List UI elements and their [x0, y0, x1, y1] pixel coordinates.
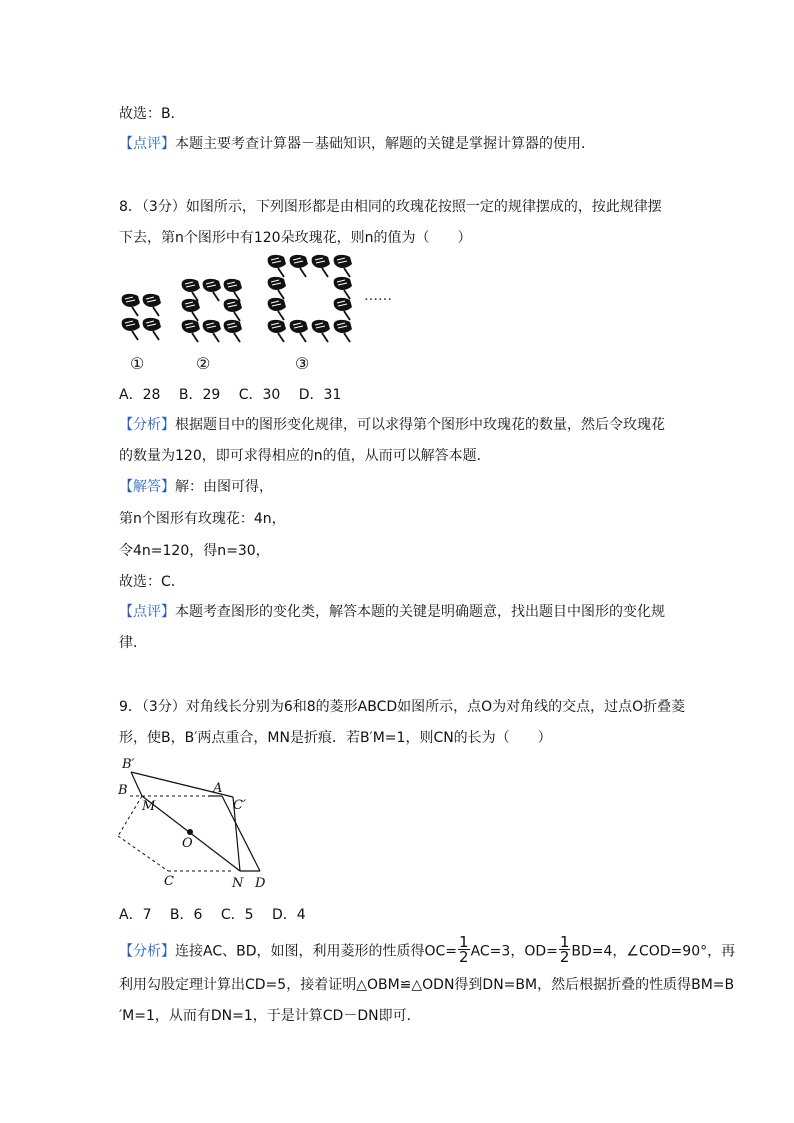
analysis-tag: 【分析】 [119, 417, 175, 433]
rose-figure-3 [268, 255, 352, 342]
question-8-options: A．28 B．29 C．30 D．31 [119, 387, 342, 403]
question-8-stem-line-1: 8．（3分）如图所示，下列图形都是由相同的玫瑰花按照一定的规律摆成的，按此规律摆 [119, 199, 662, 215]
rhombus-fold-figure [112, 752, 282, 894]
analysis-text-part: BD=4，∠COD=90°，再 [571, 943, 736, 960]
question-9-stem-line-1: 9．（3分）对角线长分别为6和8的菱形ABCD如图所示，点O为对角线的交点，过点O折叠菱 [119, 699, 686, 715]
rose-ellipsis: …… [364, 288, 392, 304]
question-8-analysis-line-1 [119, 415, 665, 435]
rose-figure-1 [122, 294, 161, 340]
fraction-denominator: 2 [459, 948, 469, 966]
question-9-analysis-line-1 [119, 933, 736, 966]
fraction-denominator: 2 [559, 948, 570, 966]
comment-tag: 【点评】 [119, 136, 175, 152]
fraction-one-half [559, 935, 571, 964]
analysis-text: 根据题目中的图形变化规律，可以求得第个图形中玫瑰花的数量，然后令玫瑰花 [175, 417, 665, 433]
rose-label-2: ② [196, 354, 211, 373]
text-line: 故选：B． [119, 106, 185, 122]
question-8-stem-line-2: 下去，第n个图形中有120朵玫瑰花，则n的值为（ ） [119, 230, 472, 246]
label-c-prime: C′ [233, 798, 246, 813]
comment-line [119, 134, 595, 154]
label-n: N [232, 876, 244, 891]
comment-tag: 【点评】 [119, 604, 175, 620]
question-8-solution-line-3: 令4n=120，得n=30， [119, 543, 270, 559]
label-c: C [164, 874, 174, 889]
question-8-solution-line-4: 故选：C． [119, 574, 185, 590]
question-9-analysis-line-2: 利用勾股定理计算出CD=5，接着证明△OBM≌△ODN得到DN=BM，然后根据折叠的性质得BM=B [119, 977, 735, 993]
fraction-numerator: 1 [559, 933, 570, 951]
question-8-solution-line-2: 第n个图形有玫瑰花：4n， [119, 511, 286, 527]
question-9-stem-line-2: 形，使B，B′两点重合，MN是折痕．若B′M=1，则CN的长为（ ） [119, 730, 552, 746]
question-8-comment-line-2: 律． [119, 635, 147, 651]
label-b: B [118, 783, 128, 798]
question-8-solution-line-1 [119, 477, 273, 497]
question-9-analysis-line-3: ′M=1，从而有DN=1，于是计算CD－DN即可． [119, 1008, 421, 1024]
analysis-tag: 【分析】 [119, 943, 175, 960]
solution-text: 解：由图可得， [175, 479, 273, 495]
question-8-analysis-line-2: 的数量为120，即可求得相应的n的值，从而可以解答本题． [119, 448, 491, 464]
label-d: D [255, 876, 266, 891]
question-8-comment-line-1 [119, 602, 665, 622]
rose-figure-2 [182, 279, 242, 342]
analysis-text-part: AC=3，OD= [470, 943, 558, 960]
comment-text: 本题主要考查计算器－基础知识，解题的关键是掌握计算器的使用． [175, 136, 595, 152]
label-o: O [182, 836, 193, 851]
analysis-text-part: 连接AC、BD，如图，利用菱形的性质得OC= [175, 943, 458, 960]
fraction-numerator: 1 [459, 933, 469, 951]
label-m: M [142, 799, 156, 814]
rose-label-3: ③ [295, 354, 310, 373]
rose-pattern-figure [112, 252, 412, 377]
label-b-prime: B′ [122, 757, 135, 772]
label-a: A [213, 781, 223, 796]
comment-text: 本题考查图形的变化类，解答本题的关键是明确题意，找出题目中图形的变化规 [175, 604, 665, 620]
question-9-options: A．7 B．6 C．5 D．4 [119, 907, 306, 923]
rose-label-1: ① [130, 354, 145, 373]
fraction-one-half [458, 935, 470, 964]
solution-tag: 【解答】 [119, 479, 175, 495]
